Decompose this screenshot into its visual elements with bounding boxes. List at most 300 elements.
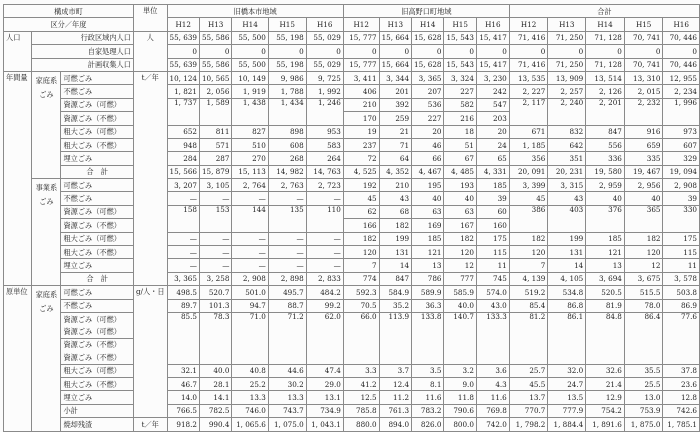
data-cell: 25.2 [232,377,268,390]
data-cell: 43 [379,192,411,205]
data-cell: 55, 639 [167,58,199,71]
data-cell: 4.3 [476,377,509,390]
data-cell: 406 [343,85,379,98]
data-cell: 131 [379,246,411,259]
section-population: 人口 [4,31,32,71]
table-row [4,232,700,245]
data-cell: 827 [232,125,268,138]
data-cell: 11.6 [476,391,509,404]
data-cell: 13.5 [548,391,586,404]
row-label: 粗大ごみ（不燃） [61,138,133,151]
data-cell: 574.0 [476,286,509,299]
data-cell: 29.0 [306,377,343,390]
data-cell: 24 [476,138,509,151]
table-row [4,179,700,192]
table-row [4,272,700,285]
data-cell: — [232,246,268,259]
data-cell: 21.4 [586,377,625,390]
table-row [4,259,700,272]
subsection-label: ごみ [39,89,54,99]
data-cell: 55, 029 [306,31,343,44]
data-cell: 11.6 [412,391,444,404]
data-cell: 9, 725 [306,71,343,84]
row-label: 資源ごみ（可燃） [61,325,133,338]
data-cell: 12 [444,259,476,272]
data-cell: 753.9 [624,404,663,417]
data-cell: 990.4 [199,418,231,431]
year-header: H13 [379,18,411,31]
data-cell: 121 [586,246,625,259]
row-label: 小計 [61,404,133,417]
data-cell: 15, 879 [199,165,231,178]
data-cell: 62 [343,205,379,218]
header-row-years [4,18,700,31]
region-header: 構成市町 [4,5,134,18]
data-cell: 13.7 [509,391,548,404]
data-cell: 3.6 [476,364,509,377]
data-cell: 1, 737 [167,98,199,125]
data-cell: 783.2 [412,404,444,417]
data-cell: 8.1 [412,377,444,390]
table-row [4,192,700,205]
row-label: 計画収集人口 [32,58,134,71]
data-cell: 14.1 [199,391,231,404]
data-cell: 63 [444,205,476,218]
data-cell: 330 [663,205,700,232]
data-cell: 99.2 [306,299,343,312]
data-cell: 10, 124 [167,71,199,84]
data-cell: 642 [548,138,586,151]
year-header: H16 [476,18,509,31]
unit-header: 単位 [133,5,167,32]
data-cell: 133.3 [476,312,509,364]
data-cell: 23.6 [663,377,700,390]
data-cell: 199 [379,232,411,245]
data-cell: 3, 675 [624,272,663,285]
data-cell: 175 [476,232,509,245]
data-cell: 15, 628 [412,58,444,71]
data-cell: 520.7 [199,286,231,299]
data-cell: 4, 485 [444,165,476,178]
data-cell: 46 [412,138,444,151]
data-cell: 36.3 [412,299,444,312]
data-cell: 520.5 [586,286,625,299]
data-cell: 78.0 [624,299,663,312]
data-cell: 47.4 [306,364,343,377]
row-label: 可燃ごみ [61,71,133,84]
data-cell: 55, 586 [199,58,231,71]
row-label: 不燃ごみ [61,85,133,98]
row-label: 粗大ごみ（不燃） [61,377,133,390]
data-cell: 15, 543 [444,58,476,71]
data-cell: 32.0 [548,364,586,377]
data-cell: 14 [548,259,586,272]
data-cell: 0 [232,45,268,58]
data-cell: 1, 996 [663,98,700,125]
data-cell: 880.0 [343,418,379,431]
data-cell: 40.0 [444,299,476,312]
data-cell: 120 [509,246,548,259]
data-cell: 55, 029 [306,58,343,71]
data-cell: 652 [167,125,199,138]
data-cell: 3.5 [412,364,444,377]
data-cell: 329 [663,152,700,165]
data-cell: — [268,232,306,245]
data-cell: 3.3 [343,364,379,377]
year-header: H14 [586,18,625,31]
data-cell: 13 [586,259,625,272]
data-cell: 2, 763 [268,179,306,192]
group-header-koyaguchi: 旧高野口町地域 [343,5,509,18]
data-cell: 515.5 [624,286,663,299]
data-cell: 0 [412,45,444,58]
data-cell: 1, 185 [509,138,548,151]
data-cell: 336 [586,152,625,165]
data-cell: 41.2 [343,377,379,390]
subsection-label: 家庭系 [35,75,58,85]
data-cell: 918.2 [167,418,199,431]
data-cell: 207 [412,85,444,98]
data-cell: 800.0 [444,418,476,431]
data-cell: 769.8 [476,404,509,417]
data-cell: 287 [199,152,231,165]
data-cell: 2, 908 [663,179,700,192]
data-cell: 12, 955 [663,71,700,84]
row-label: 埋立ごみ [61,391,133,404]
data-cell: 37.8 [663,364,700,377]
table-row [4,404,700,417]
data-cell: 3, 411 [343,71,379,84]
data-cell: 62.0 [306,312,343,364]
data-cell: 0 [343,45,379,58]
unit-cell: t／年 [133,418,167,431]
data-cell: 15, 566 [167,165,199,178]
data-cell: 55, 500 [232,58,268,71]
table-row [4,391,700,404]
data-cell: 9, 986 [268,71,306,84]
data-cell: — [167,246,199,259]
data-cell: 144 [232,205,268,232]
table-row [4,286,700,299]
data-cell: 13, 535 [509,71,548,84]
row-label: 資源ごみ（不燃） [61,219,133,232]
data-cell: 15, 628 [412,31,444,44]
row-label: 粗大ごみ（可燃） [61,364,133,377]
data-cell: 898 [268,125,306,138]
data-cell: 356 [509,152,548,165]
data-cell: 182 [343,232,379,245]
data-cell: 70.5 [343,299,379,312]
group-header-total: 合計 [509,5,699,18]
data-cell: 30.2 [268,377,306,390]
data-cell: 86.1 [548,312,586,364]
data-cell: 7 [343,259,379,272]
data-cell: 210 [343,98,379,111]
data-cell: 953 [306,125,343,138]
data-cell: 0 [379,45,411,58]
year-header: H13 [548,18,586,31]
data-cell: 68 [379,205,411,218]
data-cell: — [232,232,268,245]
data-cell: 71.0 [232,312,268,364]
data-cell: 67 [444,152,476,165]
data-cell: 777 [444,272,476,285]
data-cell: 782.5 [199,404,231,417]
data-cell: 2, 898 [268,272,306,285]
data-cell: 3.2 [444,364,476,377]
table-row [4,246,700,259]
data-cell: 70, 741 [624,58,663,71]
table-row [4,58,700,71]
data-cell: 770.7 [509,404,548,417]
data-cell: 35.5 [624,364,663,377]
data-cell: — [306,246,343,259]
data-cell: 268 [268,152,306,165]
data-cell: 2, 117 [509,98,548,125]
data-cell: 40 [444,192,476,205]
data-cell: 826.0 [412,418,444,431]
data-cell: 14, 763 [306,165,343,178]
data-cell: 774 [343,272,379,285]
data-cell: 60 [476,205,509,218]
table-row [4,312,700,325]
waste-statistics-table [3,4,700,432]
data-cell: — [232,192,268,205]
data-cell: 55, 500 [232,31,268,44]
data-cell: 133.8 [412,312,444,364]
data-cell: 166 [343,219,379,232]
row-label: 不燃ごみ [61,192,133,205]
data-cell: 15, 777 [343,31,379,44]
data-cell: — [199,259,231,272]
data-cell: 25.7 [509,364,548,377]
unit-cell: g/人・日 [133,286,167,418]
data-cell: 13.1 [306,391,343,404]
data-cell: 973 [663,125,700,138]
data-cell: — [306,232,343,245]
data-cell: 10, 149 [232,71,268,84]
row-label: 可燃ごみ [61,286,133,299]
data-cell: 15, 664 [379,58,411,71]
data-cell: 40 [412,192,444,205]
year-header: H12 [343,18,379,31]
data-cell: 571 [199,138,231,151]
data-cell: 2, 227 [509,85,548,98]
data-cell: 13.3 [268,391,306,404]
row-label: 焼却残渣 [61,418,133,431]
data-cell: 77.6 [663,312,700,364]
row-label: 埋立ごみ [61,152,133,165]
data-cell: 847 [379,272,411,285]
data-cell: 259 [379,112,411,125]
data-cell: 71, 416 [509,31,548,44]
data-cell: 13 [412,259,444,272]
data-cell: 536 [412,98,444,111]
data-cell: 1, 438 [232,98,268,125]
data-cell: 167 [444,219,476,232]
data-cell: 2, 959 [586,179,625,192]
data-cell: 351 [548,152,586,165]
data-cell: — [268,259,306,272]
data-cell: 120 [343,246,379,259]
data-cell: 45 [509,192,548,205]
data-cell: 392 [379,98,411,111]
data-cell: 19, 094 [663,165,700,178]
data-cell: 745 [476,272,509,285]
data-cell: 2, 956 [624,179,663,192]
data-cell: 71 [379,138,411,151]
data-cell: — [268,192,306,205]
row-label: 不燃ごみ [61,299,133,312]
table-row [4,71,700,84]
data-cell: 484.2 [306,286,343,299]
data-cell: 70, 741 [624,31,663,44]
data-cell: 39 [476,192,509,205]
table-row [4,138,700,151]
data-cell: 2, 908 [232,272,268,285]
data-cell: 71.2 [268,312,306,364]
data-cell: 1, 785.1 [663,418,700,431]
data-cell: 766.5 [167,404,199,417]
data-cell: 13.3 [232,391,268,404]
data-cell: 519.2 [509,286,548,299]
group-header-hashimoto: 旧橋本市地域 [167,5,343,18]
data-cell: 66 [412,152,444,165]
data-cell: 742.6 [663,404,700,417]
subsection-label: ごみ [39,304,54,314]
data-cell: 495.7 [268,286,306,299]
table-row [4,152,700,165]
data-cell: 85.5 [167,312,199,364]
data-cell: 25.5 [624,377,663,390]
data-cell: 19, 580 [586,165,625,178]
data-cell: 15, 417 [476,58,509,71]
data-cell: 44.6 [268,364,306,377]
data-cell: 10, 565 [199,71,231,84]
data-cell: 64 [379,152,411,165]
data-cell: 0 [509,45,548,58]
subsection-label: 事業系 [35,183,58,193]
data-cell: 199 [548,232,586,245]
data-cell: 101.3 [199,299,231,312]
data-cell: 4, 331 [476,165,509,178]
data-cell: — [167,192,199,205]
data-cell: 11 [476,259,509,272]
data-cell: 113.9 [379,312,411,364]
data-cell: 237 [343,138,379,151]
year-header: H13 [199,18,231,31]
data-cell: 365 [624,205,663,232]
data-cell: 894.0 [379,418,411,431]
data-cell: 182 [509,232,548,245]
data-cell: 120 [444,246,476,259]
data-cell: 12.8 [663,391,700,404]
data-cell: 4, 105 [548,272,586,285]
data-cell: 20 [476,125,509,138]
data-cell: 210 [379,179,411,192]
data-cell: 7 [509,259,548,272]
row-label: 粗大ごみ（可燃） [61,125,133,138]
data-cell: 0 [444,45,476,58]
row-label: 埋立ごみ [61,259,133,272]
data-cell: 1, 589 [199,98,231,125]
data-cell: 153 [199,205,231,232]
data-cell: 847 [586,125,625,138]
data-cell: 11 [663,259,700,272]
data-cell: 4, 352 [379,165,411,178]
data-cell: 811 [199,125,231,138]
data-cell: 671 [509,125,548,138]
data-cell: 227 [412,112,444,125]
data-cell: 193 [444,179,476,192]
data-cell: — [199,232,231,245]
data-cell: 182 [624,232,663,245]
row-label: 資源ごみ（不燃） [61,338,133,351]
data-cell: — [167,259,199,272]
data-cell: 3, 694 [586,272,625,285]
data-cell: 743.7 [268,404,306,417]
table-row [4,125,700,138]
data-cell: 0 [199,45,231,58]
data-cell: 403 [548,205,586,232]
year-header: H16 [663,18,700,31]
data-cell: 55, 198 [268,31,306,44]
data-cell: 12.5 [343,391,379,404]
data-cell: 66.0 [343,312,379,364]
data-cell: 70, 446 [663,58,700,71]
table-row [4,299,700,312]
data-cell: 3, 324 [444,71,476,84]
data-cell: 86.4 [624,312,663,364]
data-cell: 55, 586 [199,31,231,44]
data-cell: — [167,232,199,245]
data-cell: 71, 128 [586,31,625,44]
data-cell: 0 [586,45,625,58]
data-cell: 14 [379,259,411,272]
data-cell: 40.0 [199,364,231,377]
data-cell: 86.9 [663,299,700,312]
data-cell: 608 [268,138,306,151]
data-cell: 1, 065.6 [232,418,268,431]
table-row [4,165,700,178]
data-cell: — [199,246,231,259]
data-cell: 3, 365 [167,272,199,285]
data-cell: 216 [444,112,476,125]
data-cell: 71, 250 [548,31,586,44]
data-cell: 43.0 [476,299,509,312]
data-cell: 203 [476,112,509,125]
data-cell: 63 [412,205,444,218]
subsection-household [32,71,61,178]
section-per-unit: 原単位 [4,286,32,431]
data-cell: 78.3 [199,312,231,364]
data-cell: 51 [444,138,476,151]
data-cell: 786 [412,272,444,285]
data-cell: 40 [586,192,625,205]
data-cell: 32.1 [167,364,199,377]
data-cell: 81.2 [509,312,548,364]
data-cell: 185 [586,232,625,245]
data-cell: 3, 315 [548,179,586,192]
data-cell: 160 [476,219,509,232]
data-cell: 9.0 [444,377,476,390]
data-cell: 158 [167,205,199,232]
data-cell: 761.3 [379,404,411,417]
data-cell: 39 [663,192,700,205]
data-cell: 2, 232 [624,98,663,125]
data-cell: 121 [412,246,444,259]
data-cell: 20, 091 [509,165,548,178]
